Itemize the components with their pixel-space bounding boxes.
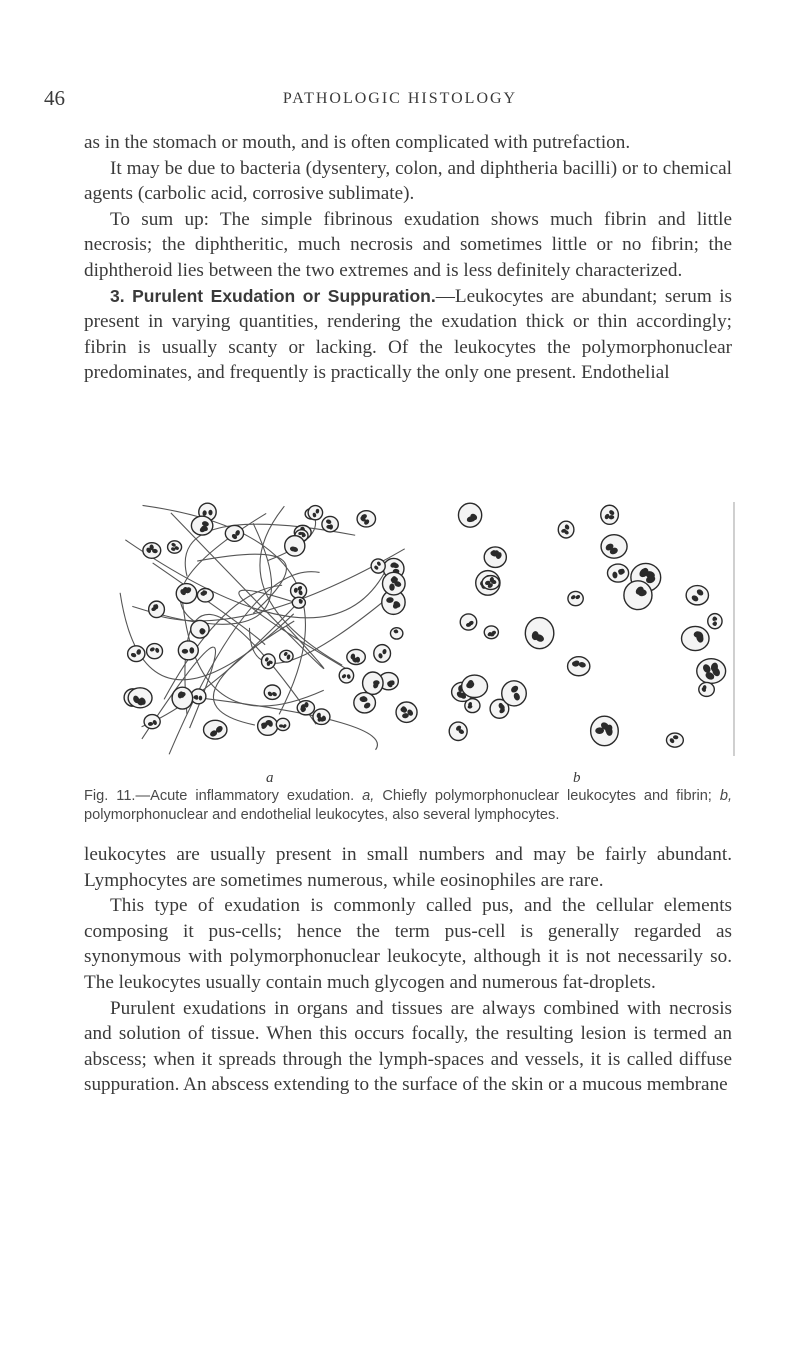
page-number: 46: [44, 86, 65, 110]
caption-text-a: Chiefly polymorphonuclear leukocytes and fibrin;: [382, 788, 712, 804]
panel-label-b: b: [573, 770, 581, 786]
fibrin-strand: [143, 505, 306, 714]
leukocyte: [149, 601, 165, 617]
leukocyte: [568, 591, 583, 605]
leukocyte: [308, 506, 322, 520]
leukocyte: [607, 564, 628, 582]
leukocyte: [357, 511, 375, 527]
micrograph-panel-a: [118, 500, 418, 758]
leukocyte: [449, 722, 467, 740]
leukocyte: [261, 654, 275, 669]
leukocyte: [601, 505, 619, 524]
leukocyte: [347, 649, 365, 664]
leukocyte: [697, 659, 726, 684]
paragraph: This type of exudation is commonly called pus, and the cellular elements composing it pus-cells; hence the term pus-cell is generally regarded as synonymous with polymorphonuclear leukocyte, although it is not necessarily so. The leukocytes usually contain much glycogen and numerous fat-droplets.: [84, 895, 732, 993]
caption-marker-a: a,: [362, 788, 375, 804]
leukocyte: [484, 626, 498, 639]
paragraph: [84, 284, 732, 386]
leukocyte: [374, 645, 391, 663]
caption-marker-b: b,: [719, 788, 733, 804]
paragraph: leukocytes are usually present in small numbers and may be fairly abundant. Lymphocytes are sometimes numerous, while eosinophiles are rare.: [84, 844, 732, 891]
leukocyte: [128, 646, 145, 662]
leukocyte: [225, 525, 243, 541]
leukocyte: [258, 716, 278, 735]
leukocyte: [292, 597, 305, 608]
paragraph: as in the stomach or mouth, and is often complicated with putrefaction.: [84, 132, 631, 153]
leukocyte: [143, 543, 161, 559]
caption-lead: Fig. 11.—Acute inflammatory exudation.: [84, 788, 355, 804]
leukocyte: [144, 715, 160, 729]
leukocyte: [322, 516, 338, 531]
leukocyte: [502, 681, 527, 706]
leukocyte: [276, 718, 289, 730]
leukocyte: [591, 716, 619, 745]
leukocyte: [197, 589, 213, 602]
leukocyte-cells: [449, 503, 725, 747]
leukocyte: [682, 626, 709, 650]
leukocyte: [354, 693, 376, 713]
leukocyte: [264, 685, 280, 699]
leukocyte: [568, 657, 590, 676]
leukocyte: [313, 709, 330, 725]
leukocyte: [176, 584, 196, 604]
leukocyte: [291, 583, 307, 598]
leukocyte: [382, 572, 405, 595]
leukocyte: [147, 644, 163, 659]
leukocyte: [191, 516, 212, 535]
leukocyte: [699, 682, 715, 696]
leukocyte: [708, 614, 722, 629]
leukocyte: [128, 688, 152, 708]
leukocyte: [178, 641, 198, 660]
leukocyte: [624, 581, 652, 610]
leukocyte: [339, 668, 353, 683]
paragraph: Purulent exudations in organs and tissues are always combined with necrosis and solution of tissue. When this occurs focally, the resulting lesion is termed an abscess; when it spreads through the lymph-spaces and vessels, it is called diffuse suppuration. An abscess extending to the surface of the skin or a mucous membrane: [84, 997, 732, 1096]
leukocyte: [484, 547, 506, 567]
leukocyte: [363, 672, 383, 694]
fibrin-strands: [120, 505, 405, 754]
leukocyte: [601, 535, 627, 559]
leukocyte: [558, 521, 574, 538]
leukocyte: [390, 628, 402, 639]
paragraph-body: —Leukocytes are abundant; serum is present in varying quantities, rendering the exudation thick or thin accordingly; fibrin is usually scanty or lacking. Of the leukocytes the polymorphonuclear predominates, and frequently is practically the only one present. Endothelial: [84, 285, 733, 384]
section-heading: 3. Purulent Exudation or Suppuration.: [110, 285, 436, 306]
leukocyte: [280, 650, 293, 662]
figure-11: [118, 500, 738, 760]
bottom-text-block: [84, 842, 732, 1098]
leukocyte: [686, 586, 708, 605]
leukocyte: [168, 541, 182, 553]
micrograph-panel-b: [436, 500, 736, 758]
running-title: PATHOLOGIC HISTOLOGY: [282, 90, 518, 107]
leukocyte: [285, 536, 305, 556]
paragraph: It may be due to bacteria (dysentery, colon, and diphtheria bacilli) or to chemical agents (carbolic acid, corrosive sublimate).: [84, 157, 732, 205]
leukocyte: [462, 675, 488, 697]
figure-caption: [84, 787, 732, 825]
paragraph: To sum up: The simple fibrinous exudation shows much fibrin and little necrosis; the diphtheritic, much necrosis and sometimes little or no fibrin; the diphtheroid lies between the two extremes and is less definitely characterized.: [84, 208, 732, 281]
caption-text-b: polymorphonuclear and endothelial leukocytes, also several lymphocytes.: [84, 807, 560, 823]
leukocyte: [458, 503, 481, 527]
leukocyte: [396, 702, 417, 722]
leukocyte: [172, 687, 193, 709]
top-text-block: [84, 130, 732, 386]
leukocyte: [204, 720, 227, 739]
leukocyte: [297, 701, 314, 715]
leukocyte: [371, 559, 385, 573]
leukocyte: [666, 733, 683, 747]
leukocyte: [525, 618, 553, 649]
leukocyte: [482, 576, 499, 590]
leukocyte: [460, 614, 476, 630]
panel-label-a: a: [266, 770, 274, 786]
leukocyte: [191, 620, 209, 638]
